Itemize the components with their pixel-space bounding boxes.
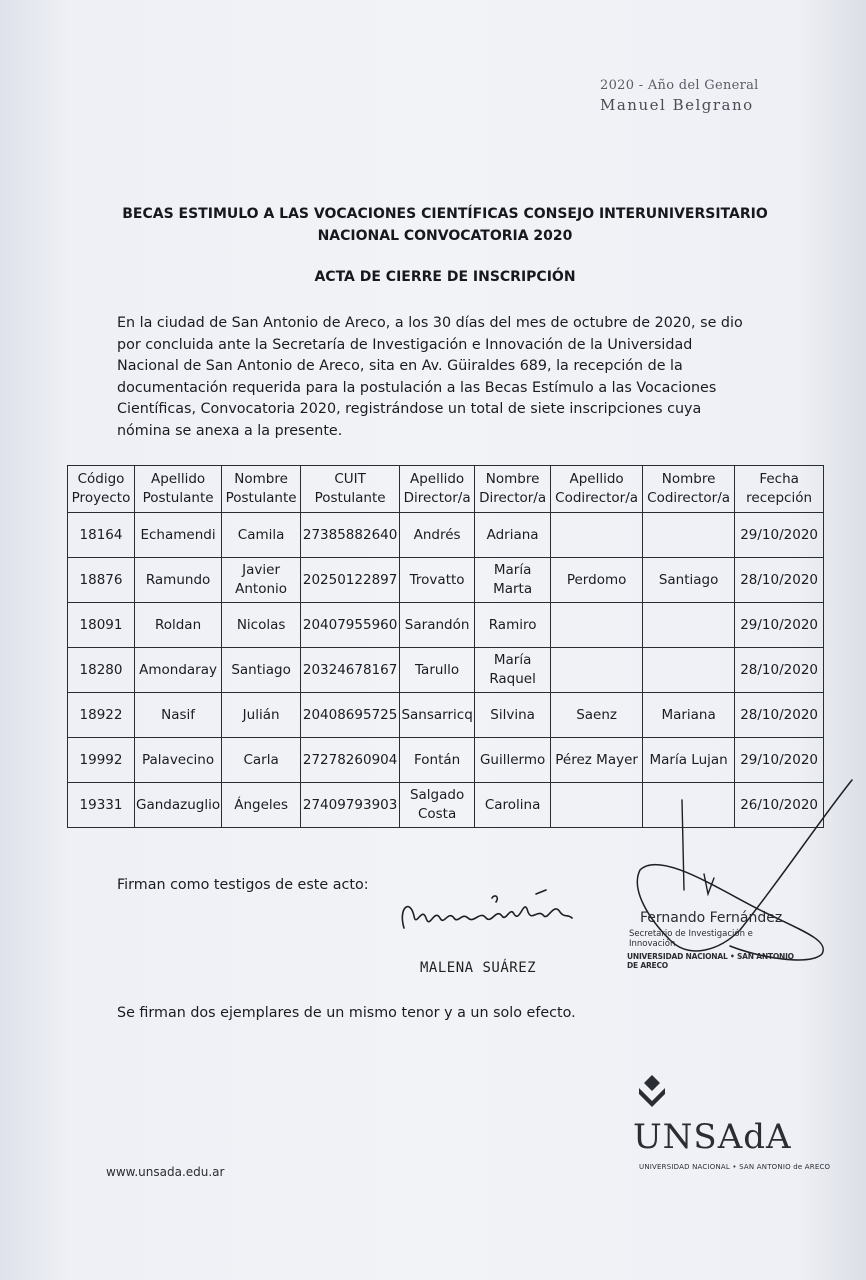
header-year-line: 2020 - Año del General bbox=[600, 78, 759, 93]
table-cell bbox=[222, 513, 301, 558]
column-header bbox=[400, 466, 475, 513]
table-cell-line: Trovatto bbox=[409, 571, 465, 588]
table-cell bbox=[400, 513, 475, 558]
column-header-line: CUIT bbox=[334, 471, 366, 487]
table-cell bbox=[301, 738, 400, 783]
column-header-line: Postulante bbox=[314, 490, 386, 506]
column-header-line: Postulante bbox=[225, 490, 297, 506]
table-cell bbox=[68, 603, 135, 648]
document-title bbox=[60, 203, 830, 247]
title-line: NACIONAL CONVOCATORIA 2020 bbox=[317, 228, 573, 244]
table-cell bbox=[68, 558, 135, 603]
table-cell-line: Sarandón bbox=[404, 616, 470, 633]
table-cell bbox=[551, 603, 643, 648]
table-cell-line: Julián bbox=[242, 706, 280, 723]
table-cell-line: Marta bbox=[493, 581, 533, 597]
column-header-line: Codirector/a bbox=[555, 490, 639, 506]
table-cell bbox=[68, 738, 135, 783]
stamp-role: Secretario de Investigación e Innovación bbox=[629, 929, 753, 949]
table-cell-line: Mariana bbox=[661, 706, 716, 723]
table-cell-line: Fontán bbox=[413, 751, 461, 768]
table-cell-line: Guillermo bbox=[479, 751, 546, 768]
paragraph-line: Científicas, Convocatoria 2020, registrándose un total de siete inscripciones cuya bbox=[117, 401, 702, 417]
table-row bbox=[68, 558, 824, 603]
table-cell bbox=[135, 738, 222, 783]
table-cell-line: Echamendi bbox=[140, 526, 216, 543]
table-cell-line: Perdomo bbox=[566, 571, 627, 588]
column-header-line: Apellido bbox=[410, 471, 465, 487]
table-cell bbox=[135, 693, 222, 738]
table-cell-line: Gandazuglio bbox=[136, 796, 221, 813]
column-header-line: Fecha bbox=[759, 471, 799, 487]
table-cell bbox=[68, 783, 135, 828]
university-logo-subtitle: UNIVERSIDAD NACIONAL • SAN ANTONIO de ARECO bbox=[639, 1163, 831, 1171]
table-cell bbox=[135, 513, 222, 558]
table-cell bbox=[735, 603, 824, 648]
paragraph-line: En la ciudad de San Antonio de Areco, a los 30 días del mes de octubre de 2020, se dio bbox=[117, 315, 743, 331]
table-cell-line: 28/10/2020 bbox=[740, 661, 819, 678]
table-cell bbox=[551, 558, 643, 603]
table-header-row bbox=[68, 466, 824, 513]
table-cell-line: 20324678167 bbox=[302, 661, 398, 678]
table-cell-line: Ramundo bbox=[145, 571, 211, 588]
table-cell bbox=[735, 513, 824, 558]
footer-website: www.unsada.edu.ar bbox=[106, 1165, 225, 1179]
table-cell bbox=[400, 558, 475, 603]
table-cell bbox=[475, 558, 551, 603]
table-cell-line: 18876 bbox=[79, 571, 123, 588]
column-header-line: Postulante bbox=[142, 490, 214, 506]
table-row bbox=[68, 603, 824, 648]
table-cell bbox=[301, 693, 400, 738]
witness-name: MALENA SUÁREZ bbox=[420, 960, 537, 976]
table-cell bbox=[68, 648, 135, 693]
table-cell-line: 18922 bbox=[79, 706, 123, 723]
table-cell-line: 19992 bbox=[79, 751, 123, 768]
table-cell-line: Santiago bbox=[231, 661, 291, 678]
table-cell-line: Raquel bbox=[489, 671, 536, 687]
table-cell-line: María bbox=[493, 652, 532, 668]
stamp-institution: UNIVERSIDAD NACIONAL • SAN ANTONIO DE ARECO bbox=[627, 952, 794, 970]
table-cell-line: Antonio bbox=[235, 581, 288, 597]
table-cell bbox=[222, 783, 301, 828]
table-cell bbox=[475, 603, 551, 648]
witnesses-label: Firman como testigos de este acto: bbox=[117, 877, 369, 893]
table-cell bbox=[475, 783, 551, 828]
table-cell bbox=[301, 648, 400, 693]
table-cell bbox=[643, 603, 735, 648]
table-cell bbox=[475, 693, 551, 738]
table-cell-line: 27278260904 bbox=[302, 751, 398, 768]
table-cell bbox=[735, 648, 824, 693]
table-cell bbox=[551, 648, 643, 693]
table-cell bbox=[222, 648, 301, 693]
table-cell bbox=[400, 648, 475, 693]
column-header-line: Director/a bbox=[403, 490, 471, 506]
table-cell-line: 20408695725 bbox=[302, 706, 398, 723]
table-cell-line: Sansarricq bbox=[401, 706, 473, 723]
table-cell bbox=[400, 783, 475, 828]
table-cell-line: 29/10/2020 bbox=[740, 526, 819, 543]
table-cell-line: Tarullo bbox=[415, 661, 460, 678]
university-logo-icon bbox=[636, 1075, 668, 1109]
table-cell-line: Silvina bbox=[490, 706, 535, 723]
table-row bbox=[68, 693, 824, 738]
column-header-line: Apellido bbox=[150, 471, 206, 487]
table-row bbox=[68, 513, 824, 558]
table-cell-line: Palavecino bbox=[141, 751, 215, 768]
table-cell bbox=[475, 513, 551, 558]
table-cell-line: 28/10/2020 bbox=[740, 706, 819, 723]
table-cell bbox=[475, 738, 551, 783]
witness-signature bbox=[396, 888, 581, 940]
table-cell bbox=[551, 513, 643, 558]
table-cell-line: María Lujan bbox=[649, 751, 728, 768]
table-cell bbox=[301, 783, 400, 828]
paragraph-line: Nacional de San Antonio de Areco, sita en Av. Güiraldes 689, la recepción de la bbox=[117, 358, 683, 374]
stamp-name: Fernando Fernández bbox=[640, 910, 783, 926]
table-cell bbox=[551, 693, 643, 738]
table-cell-line: 20407955960 bbox=[302, 616, 398, 633]
table-cell bbox=[135, 603, 222, 648]
table-cell-line: 28/10/2020 bbox=[740, 571, 819, 588]
table-cell-line: Nicolas bbox=[236, 616, 286, 633]
table-cell-line: 19331 bbox=[79, 796, 123, 813]
table-cell-line: 27385882640 bbox=[302, 526, 398, 543]
table-cell-line: Saenz bbox=[576, 706, 617, 723]
table-cell bbox=[400, 738, 475, 783]
intro-paragraph bbox=[117, 313, 767, 442]
table-cell-line: Amondaray bbox=[139, 661, 217, 678]
table-cell bbox=[643, 558, 735, 603]
closing-statement: Se firman dos ejemplares de un mismo tenor y a un solo efecto. bbox=[117, 1005, 576, 1021]
table-cell bbox=[400, 603, 475, 648]
table-cell-line: Ángeles bbox=[234, 796, 288, 813]
table-cell bbox=[301, 603, 400, 648]
column-header bbox=[735, 466, 824, 513]
column-header bbox=[551, 466, 643, 513]
table-cell bbox=[400, 693, 475, 738]
column-header-line: Proyecto bbox=[71, 490, 131, 506]
column-header bbox=[475, 466, 551, 513]
table-cell-line: 20250122897 bbox=[302, 571, 398, 588]
column-header-line: Director/a bbox=[479, 490, 547, 506]
table-cell-line: Ramiro bbox=[488, 616, 537, 633]
column-header bbox=[643, 466, 735, 513]
table-cell-line: Javier bbox=[242, 562, 281, 578]
table-cell-line: María bbox=[493, 562, 532, 578]
table-cell-line: Camila bbox=[237, 526, 285, 543]
column-header-line: Nombre bbox=[661, 471, 716, 487]
column-header-line: recepción bbox=[746, 490, 813, 506]
table-cell-line: Adriana bbox=[486, 526, 539, 543]
table-cell bbox=[68, 693, 135, 738]
table-cell bbox=[735, 558, 824, 603]
table-cell-line: 18280 bbox=[79, 661, 123, 678]
column-header bbox=[135, 466, 222, 513]
paragraph-line: nómina se anexa a la presente. bbox=[117, 422, 343, 439]
paragraph-line: documentación requerida para la postulación a las Becas Estímulo a las Vocaciones bbox=[117, 379, 717, 396]
university-logo-text: UNSAdA bbox=[633, 1117, 792, 1157]
table-cell bbox=[222, 603, 301, 648]
table-cell bbox=[222, 558, 301, 603]
title-line: BECAS ESTIMULO A LAS VOCACIONES CIENTÍFICAS CONSEJO INTERUNIVERSITARIO bbox=[122, 206, 768, 222]
table-cell bbox=[135, 648, 222, 693]
column-header-line: Apellido bbox=[569, 471, 624, 487]
table-cell-line: Carolina bbox=[484, 796, 541, 813]
table-cell-line: Roldan bbox=[154, 616, 202, 633]
table-cell-line: 27409793903 bbox=[302, 796, 398, 813]
table-cell bbox=[643, 648, 735, 693]
table-cell-line: Salgado bbox=[409, 787, 465, 803]
table-cell bbox=[301, 558, 400, 603]
table-cell bbox=[222, 693, 301, 738]
table-cell bbox=[643, 693, 735, 738]
table-row bbox=[68, 648, 824, 693]
table-cell bbox=[135, 558, 222, 603]
table-cell-line: Pérez Mayer bbox=[555, 751, 638, 768]
table-cell bbox=[222, 738, 301, 783]
table-cell-line: 26/10/2020 bbox=[740, 796, 819, 813]
table-cell bbox=[475, 648, 551, 693]
column-header-line: Código bbox=[77, 471, 125, 487]
column-header-line: Nombre bbox=[485, 471, 540, 487]
table-cell bbox=[735, 693, 824, 738]
document-subtitle: ACTA DE CIERRE DE INSCRIPCIÓN bbox=[314, 269, 576, 285]
header-name-line: Manuel Belgrano bbox=[600, 96, 754, 114]
column-header bbox=[301, 466, 400, 513]
table-cell-line: 29/10/2020 bbox=[740, 751, 819, 768]
column-header-line: Codirector/a bbox=[647, 490, 731, 506]
column-header-line: Nombre bbox=[234, 471, 288, 487]
table-cell-line: Nasif bbox=[161, 706, 196, 723]
table-cell-line: Costa bbox=[417, 806, 457, 822]
table-cell-line: Carla bbox=[243, 751, 279, 768]
column-header bbox=[68, 466, 135, 513]
paragraph-line: por concluida ante la Secretaría de Investigación e Innovación de la Universidad bbox=[117, 336, 693, 353]
column-header bbox=[222, 466, 301, 513]
table-cell-line: 18164 bbox=[79, 526, 123, 543]
table-cell bbox=[643, 513, 735, 558]
table-cell-line: 18091 bbox=[79, 616, 123, 633]
table-cell bbox=[301, 513, 400, 558]
table-cell bbox=[135, 783, 222, 828]
table-cell-line: Santiago bbox=[658, 571, 719, 588]
table-cell-line: Andrés bbox=[413, 526, 461, 543]
table-cell-line: 29/10/2020 bbox=[740, 616, 819, 633]
table-cell bbox=[68, 513, 135, 558]
